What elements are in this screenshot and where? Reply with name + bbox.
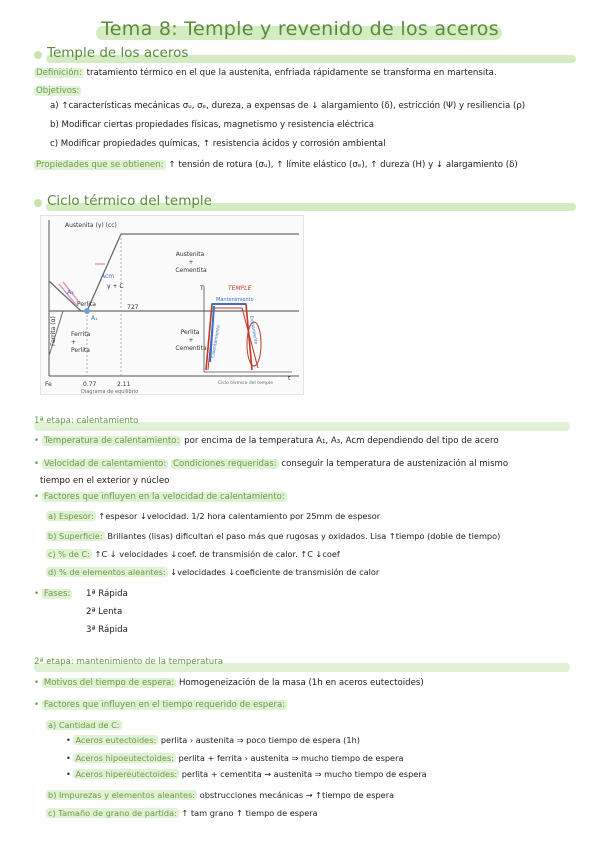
cycle-enfriamiento: Enfriamiento	[248, 315, 258, 345]
cycle-title: TEMPLE	[228, 285, 252, 292]
label-727: 727	[127, 304, 139, 311]
section-heading-temple: Temple de los aceros	[47, 45, 189, 61]
svg-label-line: Perlita	[71, 347, 90, 354]
vel-text2: tiempo en el exterior y núcleo	[40, 476, 170, 486]
objetivo-b: b) Modificar ciertas propiedades físicas, magnetismo y resistencia eléctrica	[50, 120, 374, 130]
label-perlita-cementita: Perlita + Cementita	[175, 329, 207, 352]
fase-1: 1ª Rápida	[86, 589, 128, 599]
temp-text: por encima de la temperatura A₁, A₃, Acm dependiendo del tipo de acero	[184, 436, 499, 446]
objetivo-a: a) ↑características mecánicas σᵤ, σₑ, dureza, a expensas de ↓ alargamiento (δ), estricción (Ψ) y resiliencia (ρ)	[50, 101, 526, 111]
definicion-line	[34, 68, 497, 78]
bullet-dot	[34, 51, 42, 59]
label-a3: A₃	[67, 289, 74, 296]
section-heading-ciclo: Ciclo térmico del temple	[47, 193, 212, 209]
temp-label: Temperatura de calentamiento:	[43, 436, 180, 446]
factor-carbono: c) % de C: ↑C ↓ velocidades ↓coef. de transmisión de calor. ↑C ↓coef	[48, 549, 340, 559]
cycle-mantenimiento: Mantenimiento	[216, 297, 254, 303]
motivos-line: • Motivos del tiempo de espera: Homogeneización de la masa (1h en aceros eutectoides)	[34, 678, 424, 688]
factor-aleantes: d) % de elementos aleantes: ↓velocidades ↓coeficiente de transmisión de calor	[48, 567, 380, 577]
etapa1-heading: 1ª etapa: calentamiento	[34, 416, 139, 426]
factor-superficie: b) Superficie: Brillantes (lisas) dificultan el paso más que rugosas y oxidados. Lisa ↑tiempo (doble de tiempo)	[48, 531, 501, 541]
objetivos-label: Objetivos:	[36, 86, 80, 96]
grano-line: c) Tamaño de grano de partida: ↑ tam grano ↑ tiempo de espera	[48, 808, 318, 818]
objetivo-c: c) Modificar propiedades químicas, ↑ resistencia ácidos y corrosión ambiental	[50, 139, 386, 149]
vel-label: Velocidad de calentamiento:	[43, 459, 167, 469]
label-x2: 2.11	[117, 381, 131, 388]
label-a1: A₁	[91, 315, 98, 322]
label-fe: Fe	[45, 381, 52, 388]
cycle-calentamiento: Calentamiento	[211, 324, 222, 359]
cantidad-c-label: a) Cantidad de C:	[48, 720, 120, 730]
factores-vel-line: • Factores que influyen en la velocidad de calentamiento:	[34, 492, 285, 502]
label-ferrita-perlita: Ferrita + Perlita	[71, 331, 91, 354]
factor-espesor: a) Espesor: ↑espesor ↓velocidad. 1/2 hora calentamiento por 25mm de espesor	[48, 511, 381, 521]
svg-label-line: +	[71, 339, 77, 346]
label-perlita: Perlita	[77, 301, 96, 308]
motivos-text: Homogeneización de la masa (1h en aceros eutectoides)	[178, 678, 424, 688]
label-xlabel: Diagrama de equilibrio	[81, 389, 139, 394]
label-x1: 0.77	[83, 381, 97, 388]
impurezas-line: b) Impurezas y elementos aleantes: obstrucciones mecánicas → ↑tiempo de espera	[48, 790, 395, 800]
etapa2-heading: 2ª etapa: mantenimiento de la temperatura	[34, 657, 223, 667]
svg-label-line: Cementita	[175, 345, 207, 352]
definicion-text: tratamiento térmico en el que la austenita, enfriada rápidamente se transforma en martensita.	[86, 68, 497, 78]
factores-espera-line: • Factores que influyen en el tiempo requerido de espera:	[34, 700, 286, 710]
svg-label-line: +	[188, 337, 194, 344]
fases-label: Fases:	[43, 589, 71, 599]
aceros-eutectoides: • Aceros eutectoides: perlita › austenita ⇒ poco tiempo de espera (1h)	[66, 735, 360, 745]
aceros-hipereutectoides: • Aceros hipereutectoides: perlita + cementita → austenita ⇒ mucho tiempo de espera	[66, 769, 427, 779]
vel-text: conseguir la temperatura de austenización al mismo	[281, 459, 509, 469]
label-acm: Acm	[101, 273, 115, 280]
temp-calentamiento-line: • Temperatura de calentamiento: por encima de la temperatura A₁, A₃, Acm dependiendo del tipo de acero	[34, 436, 499, 446]
factores-vel-label: Factores que influyen en la velocidad de calentamiento:	[43, 492, 285, 502]
aceros-hipoeutectoides: • Aceros hipoeutectoides: perlita + ferrita › austenita ⇒ mucho tiempo de espera	[66, 753, 404, 763]
factores-espera-label: Factores que influyen en el tiempo requerido de espera:	[43, 700, 286, 710]
definicion-label: Definición:	[36, 68, 82, 78]
label-ferrita-axis: Ferrita (α)	[50, 316, 57, 346]
svg-label-line: +	[188, 259, 194, 266]
velocidad-line: • Velocidad de calentamiento: Condiciones requeridas: conseguir la temperatura de austenización al mismo	[34, 459, 509, 469]
cycle-caption: Ciclo térmico del temple	[218, 381, 273, 386]
bullet-dot	[34, 199, 42, 207]
fase-3: 3ª Rápida	[86, 625, 128, 635]
cycle-time-axis: t	[288, 375, 291, 382]
vel-label2: Condiciones requeridas:	[172, 459, 277, 469]
propiedades-text: ↑ tensión de rotura (σᵤ), ↑ límite elástico (σₑ), ↑ dureza (H) y ↓ alargamiento (δ)	[168, 160, 518, 170]
fase-2: 2ª Lenta	[86, 607, 123, 617]
label-gamma-c: γ + C	[107, 283, 124, 290]
propiedades-line	[34, 160, 518, 170]
page-title: Tema 8: Temple y revenido de los aceros	[101, 18, 499, 40]
fases-line: • Fases:	[34, 589, 71, 599]
propiedades-label: Propiedades que se obtienen:	[36, 160, 164, 170]
cycle-diagram-svg	[198, 282, 296, 386]
motivos-label: Motivos del tiempo de espera:	[43, 678, 175, 688]
eutectoid-point	[84, 308, 90, 314]
cycle-diagram	[198, 282, 296, 386]
label-austenita-top: Austenita (γ) (cc)	[65, 222, 117, 229]
svg-label-line: Cementita	[175, 267, 207, 274]
label-austenita-cementita: Austenita + Cementita	[175, 251, 207, 274]
cycle-t-axis: T	[200, 285, 204, 292]
